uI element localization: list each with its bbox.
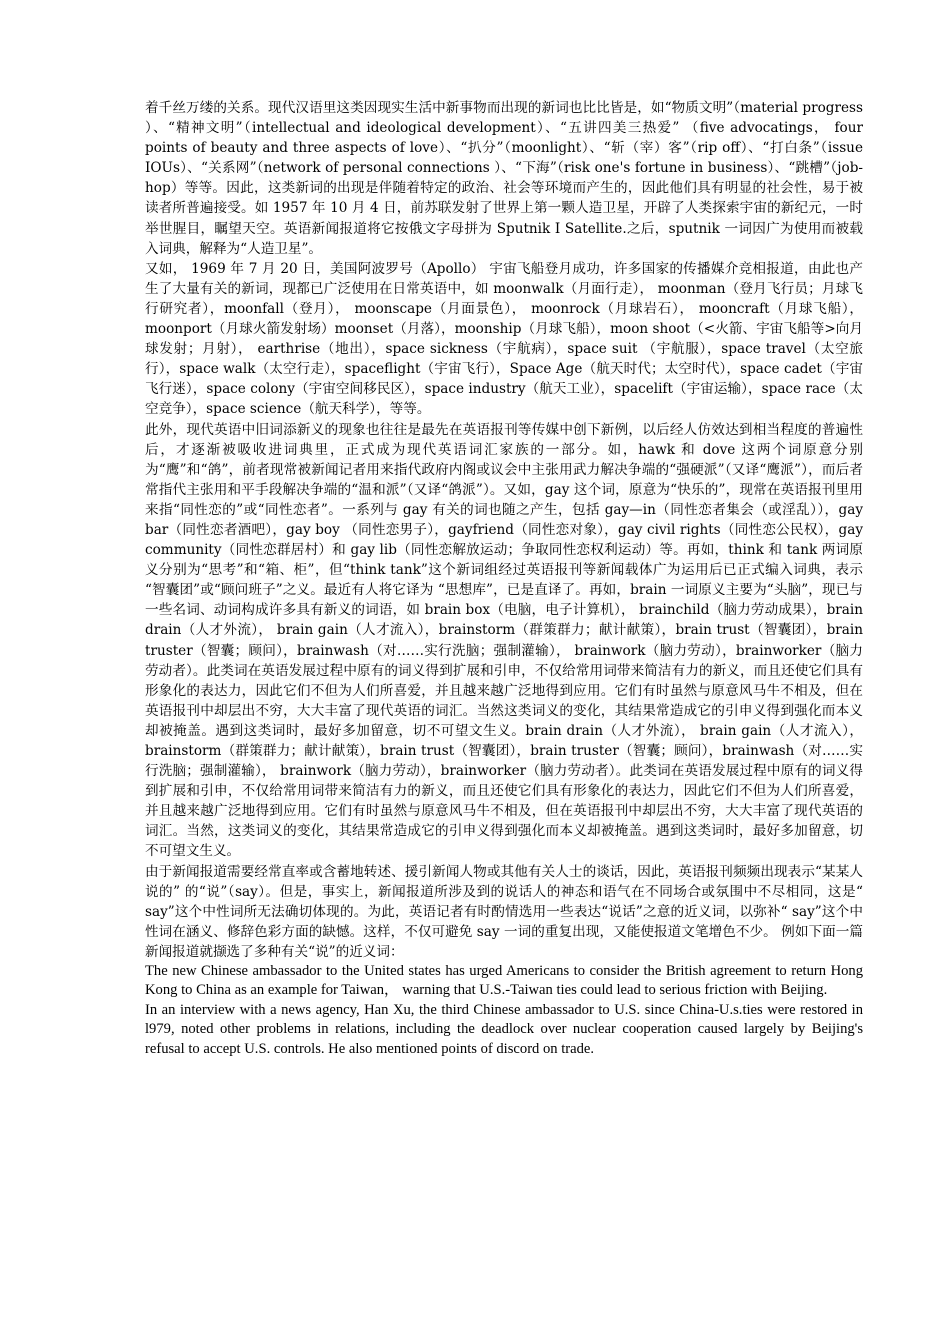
paragraph-say-synonyms: 由于新闻报道需要经常直率或含蓄地转述、援引新闻人物或其他有关人士的谈话，因此，英语报刊频频出现表示“某某人说的” 的“说”（say）。但是，事实上，新闻报道所涉及到的说话人的神态和语气在不同场合或氛围中不尽相同，这是“ say”这个中性词所无法确切体现的。为此，英语记者有时酌情选用一些表达“说话”之意的近义词，以弥补“ say”这个中性词在涵义、修辞色彩方面的缺憾。这样，不仅可避免 say 一词的重复出现，又能使报道文笔增色不少。 例如下面一篇新闻报道就撷选了多种有关“说”的近义词： — [145, 863, 863, 960]
paragraph-english-example-1: The new Chinese ambassador to the United states has urged Americans to consider the British agreement to return Hong Kong to China as an example for Taiwan， warning that U.S.-Taiwan ties could lead to serious friction with Beijing. — [145, 963, 863, 999]
paragraph-old-words-new-meanings: 此外，现代英语中旧词添新义的现象也往往是最先在英语报刊等传媒中创下新例，以后经人仿效达到相当程度的普遍性后，才逐渐被吸收进词典里，正式成为现代英语词汇家族的一部分。如，hawk 和 dove 这两个词原意分别为“鹰”和“鸽”，前者现常被新闻记者用来指代政府内阁或议会中主张用武力解决争端的“强硬派”（又译“鹰派”），而后者常指代主张用和平手段解决争端的“温和派”（又译“鸽派”）。又如，gay 这个词，原意为“快乐的”，现常在英语报刊里用来指“同性恋的”或“同性恋者”。一系列与 gay 有关的词也随之产生，包括 gay—in（同性恋者集会（或淫乱）），gay bar（同性恋者酒吧），gay boy （同性恋男子），gayfriend（同性恋对象），gay civil rights（同性恋公民权），gay community（同性恋群居村）和 gay lib（同性恋解放运动；争取同性恋权利运动）等。再如，think 和 tank 两词原义分别为“思考”和“箱、柜”，但“think tank”这个新词组经过英语报刊等新闻载体广为运用后已正式编入词典，表示 “智囊团”或“顾问班子”之义。最近有人将它译为 “思想库”，已是直译了。再如，brain 一词原义主要为“头脑”，现已与一些名词、动词构成许多具有新义的词语，如 brain box（电脑，电子计算机）， brainchild（脑力劳动成果），brain drain（人才外流）， brain gain（人才流入），brainstorm（群策群力；献计献策），brain trust（智囊团），brain truster（智囊；顾问），brainwash（对……实行洗脑；强制灌输）， brainwork（脑力劳动），brainworker（脑力劳动者）。此类词在英语发展过程中原有的词义得到扩展和引申，不仅给常用词带来简洁有力的新义，而且还使它们具有形象化的表达力，因此它们不但为人们所喜爱，并且越来越广泛地得到应用。它们有时虽然与原意风马牛不相及，但在英语报刊中却层出不穷，大大丰富了现代英语的词汇。当然这类词义的变化，其结果常造成它的引申义得到强化而本义却被掩盖。遇到这类词时，最好多加留意，切不可望文生义。brain drain（人才外流）， brain gain（人才流入），brainstorm（群策群力；献计献策），brain trust（智囊团），brain truster（智囊；顾问），brainwash（对……实行洗脑；强制灌输）， brainwork（脑力劳动），brainworker（脑力劳动者）。此类词在英语发展过程中原有的词义得到扩展和引申，不仅给常用词带来简洁有力的新义，而且还使它们具有形象化的表达力，因此它们不但为人们所喜爱，并且越来越广泛地得到应用。它们有时虽然与原意风马牛不相及，但在英语报刊中却层出不穷，大大丰富了现代英语的词汇。当然，这类词义的变化，其结果常造成它的引申义得到强化而本义却被掩盖。遇到这类词时，最好多加留意，切不可望文生义。 — [145, 421, 863, 860]
document-page — [145, 98, 863, 1059]
paragraph-new-words-society: 着千丝万缕的关系。现代汉语里这类因现实生活中新事物而出现的新词也比比皆是，如“物质文明”（material progress ）、“精神文明”（intellectual and ideological development）、“五讲四美三热爱” （five advocatings， four points of beauty and three aspects of love）、“扒分”（moonlight）、“斩（宰）客”（rip off）、“打白条”（issue IOUs）、“关系网”（network of personal connections ）、“下海”（risk one's fortune in business）、“跳槽”（job-hop）等等。因此，这类新词的出现是伴随着特定的政治、社会等环境而产生的，因此他们具有明显的社会性，易于被读者所普遍接受。如 1957 年 10 月 4 日，前苏联发射了世界上第一颗人造卫星，开辟了人类探索宇宙的新纪元，一时举世腥目，瞩望天空。英语新闻报道将它按俄文字母拼为 Sputnik I Satellite.之后，sputnik 一词因广为使用而被载入词典，解释为“人造卫星”。 — [145, 100, 863, 257]
paragraph-moon-space-words: 又如， 1969 年 7 月 20 日，美国阿波罗号（Apollo） 宇宙飞船登月成功，许多国家的传播媒介竞相报道，由此也产生了大量有关的新词，现都已广泛使用在日常英语中，如 moonwalk（月面行走）， moonman（登月飞行员；月球飞行研究者），moonfall（登月）， moonscape（月面景色）， moonrock（月球岩石）， mooncraft（月球飞船），moonport（月球火箭发射场）moonset（月落），moonship（月球飞船），moon shoot（<火箭、宇宙飞船等>向月球发射；月射）， earthrise（地出），space sickness（宇航病），space suit （宇航服），space travel（太空旅行），space walk（太空行走），spaceflight（宇宙飞行），Space Age（航天时代；太空时代），space cadet（宇宙飞行迷），space colony（宇宙空间移民区），space industry（航天工业），spacelift（宇宙运输），space race（太空竞争），space science（航天科学），等等。 — [145, 260, 863, 418]
paragraph-english-example-2: In an interview with a news agency, Han Xu, the third Chinese ambassador to U.S. since China-U.s.ties were restored in l979, noted other problems in relations, including the deadlock over nuclear cooperation caused largely by Beijing's refusal to accept U.S. controls. He also mentioned points of discord on trade. — [145, 1001, 863, 1057]
